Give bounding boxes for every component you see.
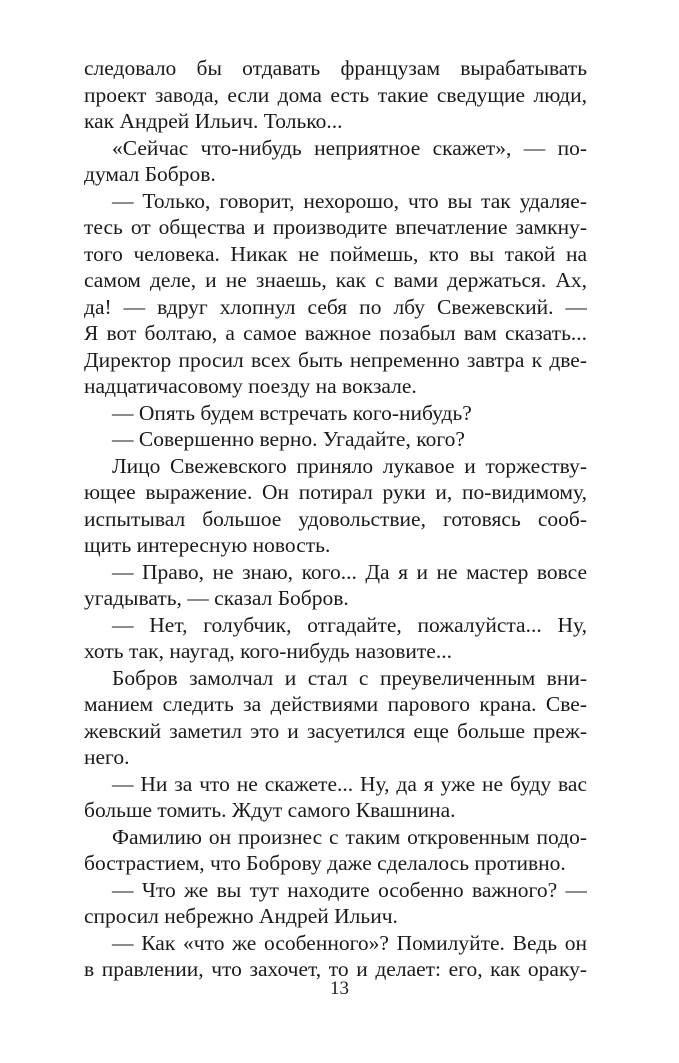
text-line: следовало бы отдавать французам вырабатывать — [84, 56, 587, 80]
text-line: Лицо Свежевского приняло лукавое и торжеству- — [112, 453, 587, 478]
body-text — [84, 55, 587, 983]
text-line: спросил небрежно Андрей Ильич. — [84, 904, 398, 928]
text-line: щить интересную новость. — [84, 533, 331, 557]
text-line: тесь от общества и производите впечатление замкну- — [84, 215, 587, 239]
text-line: Я вот болтаю, а самое важное позабыл вам сказать... — [84, 321, 587, 345]
text-line: как Андрей Ильич. Только... — [84, 109, 343, 133]
text-line: него. — [84, 745, 130, 769]
text-line: того человека. Никак не поймешь, кто вы такой на — [84, 241, 587, 266]
text-line: Фамилию он произнес с таким откровенным подо- — [112, 824, 587, 849]
text-line: бострастием, что Боброву даже сделалось противно. — [84, 851, 566, 875]
text-line: больше томить. Ждут самого Квашнина. — [84, 798, 456, 822]
text-line: — Только, говорит, нехорошо, что вы так удаляе- — [112, 188, 587, 213]
text-line: — Опять будем встречать кого-нибудь? — [112, 400, 472, 425]
text-line: — Что же вы тут находите особенно важного? — — [112, 877, 587, 902]
text-line: — Право, не знаю, кого... Да я и не мастер вовсе — [112, 559, 587, 584]
text-line: Бобров замолчал и стал с преувеличенным вни- — [112, 665, 587, 690]
text-line: да! — вдруг хлопнул себя по лбу Свежевский. — — [84, 294, 587, 319]
text-line: ющее выражение. Он потирал руки и, по-видимому, — [84, 480, 587, 504]
text-line: хоть так, наугад, кого-нибудь назовите... — [84, 639, 452, 663]
text-line: жевский заметил это и засуетился еще больше преж- — [84, 718, 587, 743]
text-line: испытывал большое удовольствие, готовясь сооб- — [84, 506, 587, 531]
text-line: — Ни за что не скажете... Ну, да я уже не буду вас — [112, 771, 587, 796]
text-line: «Сейчас что-нибудь неприятное скажет», — по- — [112, 135, 587, 160]
text-line: самом деле, и не знаешь, как с вами держаться. Ах, — [84, 268, 587, 292]
text-line: — Совершенно верно. Угадайте, кого? — [112, 427, 465, 451]
text-line: угадывать, — сказал Бобров. — [84, 586, 349, 610]
text-line: в правлении, что захочет, то и делает: его, как ораку- — [84, 957, 587, 981]
page-number: 13 — [330, 978, 349, 999]
text-line: Директор просил всех быть непременно завтра к две- — [84, 347, 587, 372]
text-line: проект завода, если дома есть такие сведущие люди, — [84, 82, 587, 107]
text-line: манием следить за действиями парового крана. Све- — [84, 692, 587, 716]
text-line: — Как «что же особенного»? Помилуйте. Ведь он — [112, 930, 587, 955]
text-line: думал Бобров. — [84, 162, 216, 186]
text-line: надцатичасовому поезду на вокзале. — [84, 374, 417, 398]
text-line: — Нет, голубчик, отгадайте, пожалуйста... Ну, — [112, 612, 587, 637]
